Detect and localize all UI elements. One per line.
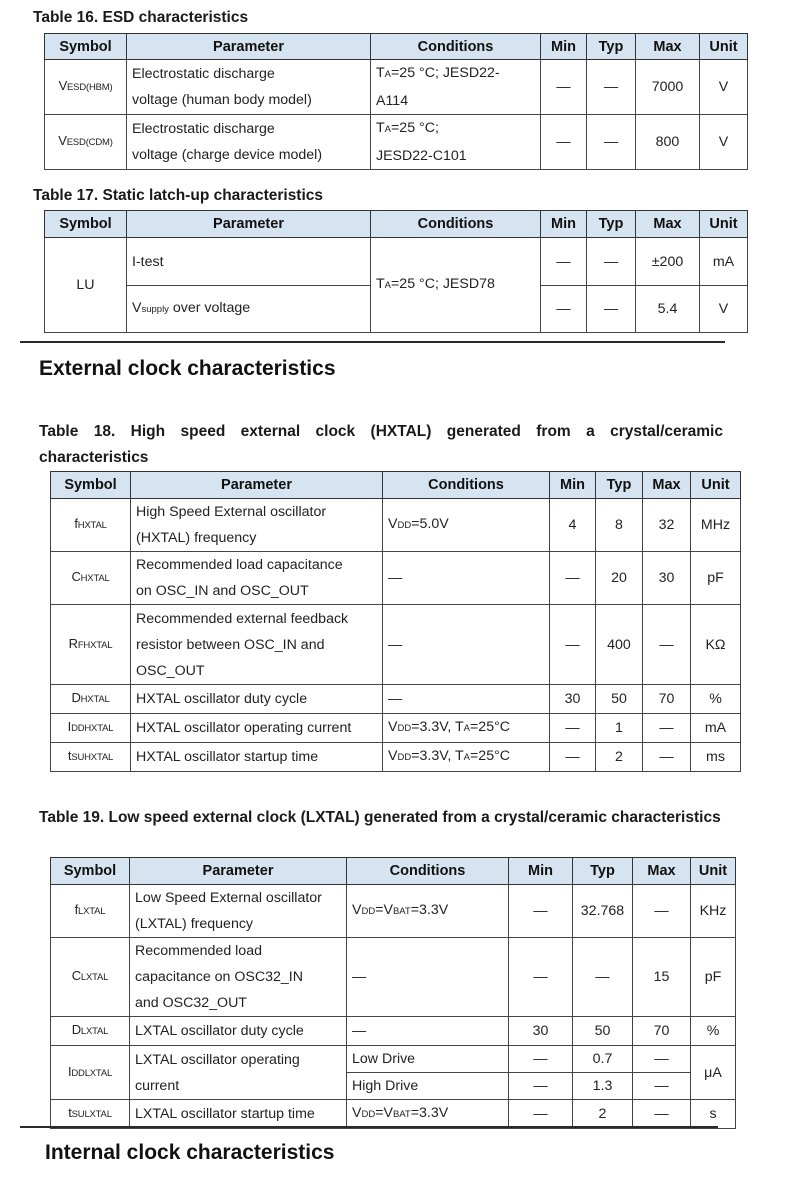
unit-cell: pF: [691, 552, 741, 605]
min-cell: 30: [550, 685, 596, 714]
header-symbol: Symbol: [45, 34, 127, 60]
table-17-latchup: [44, 210, 748, 333]
unit-cell: mA: [700, 238, 748, 286]
max-cell: 7000: [636, 60, 700, 115]
parameter-cell: High Speed External oscillator (HXTAL) frequency: [131, 499, 383, 552]
table-row: [45, 115, 748, 170]
conditions-cell: —: [383, 605, 550, 685]
min-cell: —: [541, 238, 587, 286]
header-parameter: Parameter: [131, 472, 383, 499]
max-cell: —: [643, 605, 691, 685]
table-row: [51, 1100, 736, 1129]
symbol-cell: DHXTAL: [51, 685, 131, 714]
table-row: [51, 1017, 736, 1046]
section-title-internal-clock: Internal clock characteristics: [45, 1141, 335, 1164]
max-cell: 5.4: [636, 286, 700, 333]
max-cell: 32: [643, 499, 691, 552]
unit-cell: KΩ: [691, 605, 741, 685]
min-cell: —: [550, 552, 596, 605]
symbol-cell: fLXTAL: [51, 885, 130, 938]
table-row: [45, 238, 748, 286]
symbol-cell: LU: [45, 238, 127, 333]
unit-cell: %: [691, 1017, 736, 1046]
table-row: [51, 552, 741, 605]
min-cell: —: [550, 714, 596, 743]
max-cell: 800: [636, 115, 700, 170]
conditions-cell: High Drive: [347, 1073, 509, 1100]
parameter-cell: HXTAL oscillator operating current: [131, 714, 383, 743]
typ-cell: —: [587, 115, 636, 170]
max-cell: —: [633, 1073, 691, 1100]
typ-cell: 0.7: [573, 1046, 633, 1073]
table-19-caption: Table 19. Low speed external clock (LXTAL) generated from a crystal/ceramic characteristics: [39, 809, 721, 826]
parameter-cell: Low Speed External oscillator (LXTAL) frequency: [130, 885, 347, 938]
symbol-cell: IDDLXTAL: [51, 1046, 130, 1100]
unit-cell: MHz: [691, 499, 741, 552]
section-divider: [20, 341, 725, 343]
unit-cell: ms: [691, 743, 741, 772]
header-unit: Unit: [691, 472, 741, 499]
max-cell: —: [633, 885, 691, 938]
min-cell: —: [509, 938, 573, 1017]
typ-cell: 1: [596, 714, 643, 743]
symbol-cell: tSUHXTAL: [51, 743, 131, 772]
unit-cell: %: [691, 685, 741, 714]
symbol-cell: RFHXTAL: [51, 605, 131, 685]
header-typ: Typ: [587, 34, 636, 60]
table-header-row: [51, 858, 736, 885]
min-cell: —: [541, 60, 587, 115]
section-title-external-clock: External clock characteristics: [39, 357, 336, 380]
table-row: [51, 714, 741, 743]
typ-cell: —: [587, 238, 636, 286]
table-header-row: [45, 211, 748, 238]
typ-cell: 32.768: [573, 885, 633, 938]
table-row: [51, 1046, 736, 1073]
parameter-cell: LXTAL oscillator duty cycle: [130, 1017, 347, 1046]
conditions-cell: VDD=VBAT=3.3V: [347, 885, 509, 938]
parameter-cell: Recommended external feedback resistor between OSC_IN and OSC_OUT: [131, 605, 383, 685]
table-row: [51, 938, 736, 1017]
header-typ: Typ: [596, 472, 643, 499]
conditions-cell: TA=25 °C; JESD22- A114: [371, 60, 541, 115]
min-cell: —: [509, 1100, 573, 1129]
symbol-cell: fHXTAL: [51, 499, 131, 552]
header-unit: Unit: [691, 858, 736, 885]
typ-cell: 1.3: [573, 1073, 633, 1100]
unit-cell: V: [700, 60, 748, 115]
table-row: [51, 499, 741, 552]
table-row: [51, 743, 741, 772]
header-typ: Typ: [573, 858, 633, 885]
symbol-cell: CHXTAL: [51, 552, 131, 605]
section-divider: [20, 1126, 718, 1128]
unit-cell: s: [691, 1100, 736, 1129]
table-18-caption: Table 18. High speed external clock (HXTAL) generated from a crystal/ceramic characteristics: [39, 423, 723, 466]
table-row: [51, 885, 736, 938]
header-parameter: Parameter: [127, 211, 371, 238]
symbol-cell: VESD(CDM): [45, 115, 127, 170]
parameter-cell: HXTAL oscillator startup time: [131, 743, 383, 772]
min-cell: —: [550, 743, 596, 772]
table-row: [45, 60, 748, 115]
unit-cell: μA: [691, 1046, 736, 1100]
parameter-cell: Recommended load capacitance on OSC_IN and OSC_OUT: [131, 552, 383, 605]
typ-cell: 8: [596, 499, 643, 552]
conditions-cell: VDD=5.0V: [383, 499, 550, 552]
max-cell: —: [643, 743, 691, 772]
typ-cell: 20: [596, 552, 643, 605]
header-conditions: Conditions: [383, 472, 550, 499]
min-cell: 4: [550, 499, 596, 552]
unit-cell: mA: [691, 714, 741, 743]
symbol-cell: CLXTAL: [51, 938, 130, 1017]
symbol-cell: tSULXTAL: [51, 1100, 130, 1129]
parameter-cell: I-test: [127, 238, 371, 286]
max-cell: 15: [633, 938, 691, 1017]
table-16-caption: Table 16. ESD characteristics: [33, 9, 249, 26]
min-cell: —: [509, 1046, 573, 1073]
header-parameter: Parameter: [127, 34, 371, 60]
header-conditions: Conditions: [347, 858, 509, 885]
parameter-cell: LXTAL oscillator operating current: [130, 1046, 347, 1100]
table-17-caption: Table 17. Static latch-up characteristics: [33, 187, 324, 204]
max-cell: 70: [633, 1017, 691, 1046]
unit-cell: KHz: [691, 885, 736, 938]
table-header-row: [51, 472, 741, 499]
header-min: Min: [509, 858, 573, 885]
header-typ: Typ: [587, 211, 636, 238]
typ-cell: 2: [573, 1100, 633, 1129]
unit-cell: pF: [691, 938, 736, 1017]
parameter-cell: Electrostatic discharge voltage (charge device model): [127, 115, 371, 170]
symbol-cell: DLXTAL: [51, 1017, 130, 1046]
parameter-cell: Vsupply over voltage: [127, 286, 371, 333]
header-min: Min: [541, 34, 587, 60]
header-conditions: Conditions: [371, 34, 541, 60]
max-cell: —: [643, 714, 691, 743]
conditions-cell: —: [347, 1017, 509, 1046]
table-row: [51, 685, 741, 714]
header-min: Min: [550, 472, 596, 499]
max-cell: 70: [643, 685, 691, 714]
max-cell: —: [633, 1046, 691, 1073]
typ-cell: 400: [596, 605, 643, 685]
conditions-cell: Low Drive: [347, 1046, 509, 1073]
typ-cell: 50: [573, 1017, 633, 1046]
conditions-cell: —: [383, 685, 550, 714]
header-symbol: Symbol: [45, 211, 127, 238]
min-cell: 30: [509, 1017, 573, 1046]
table-19-lxtal: [50, 857, 736, 1129]
conditions-cell: VDD=3.3V, TA=25°C: [383, 743, 550, 772]
header-unit: Unit: [700, 34, 748, 60]
symbol-cell: VESD(HBM): [45, 60, 127, 115]
header-max: Max: [636, 211, 700, 238]
header-max: Max: [643, 472, 691, 499]
conditions-cell: —: [383, 552, 550, 605]
header-min: Min: [541, 211, 587, 238]
header-conditions: Conditions: [371, 211, 541, 238]
symbol-cell: IDDHXTAL: [51, 714, 131, 743]
typ-cell: 50: [596, 685, 643, 714]
unit-cell: V: [700, 286, 748, 333]
conditions-cell: TA=25 °C; JESD22-C101: [371, 115, 541, 170]
min-cell: —: [509, 885, 573, 938]
header-symbol: Symbol: [51, 472, 131, 499]
parameter-cell: HXTAL oscillator duty cycle: [131, 685, 383, 714]
typ-cell: —: [587, 60, 636, 115]
max-cell: —: [633, 1100, 691, 1129]
conditions-cell: TA=25 °C; JESD78: [371, 238, 541, 333]
conditions-cell: VDD=3.3V, TA=25°C: [383, 714, 550, 743]
header-max: Max: [633, 858, 691, 885]
conditions-cell: —: [347, 938, 509, 1017]
min-cell: —: [550, 605, 596, 685]
parameter-cell: Electrostatic discharge voltage (human body model): [127, 60, 371, 115]
min-cell: —: [541, 115, 587, 170]
table-18-hxtal: [50, 471, 741, 772]
min-cell: —: [509, 1073, 573, 1100]
header-parameter: Parameter: [130, 858, 347, 885]
parameter-cell: LXTAL oscillator startup time: [130, 1100, 347, 1129]
max-cell: 30: [643, 552, 691, 605]
header-max: Max: [636, 34, 700, 60]
typ-cell: 2: [596, 743, 643, 772]
table-16-esd: [44, 33, 748, 170]
table-header-row: [45, 34, 748, 60]
max-cell: ±200: [636, 238, 700, 286]
parameter-cell: Recommended load capacitance on OSC32_IN and OSC32_OUT: [130, 938, 347, 1017]
typ-cell: —: [573, 938, 633, 1017]
min-cell: —: [541, 286, 587, 333]
typ-cell: —: [587, 286, 636, 333]
header-symbol: Symbol: [51, 858, 130, 885]
conditions-cell: VDD=VBAT=3.3V: [347, 1100, 509, 1129]
table-row: [51, 605, 741, 685]
header-unit: Unit: [700, 211, 748, 238]
unit-cell: V: [700, 115, 748, 170]
